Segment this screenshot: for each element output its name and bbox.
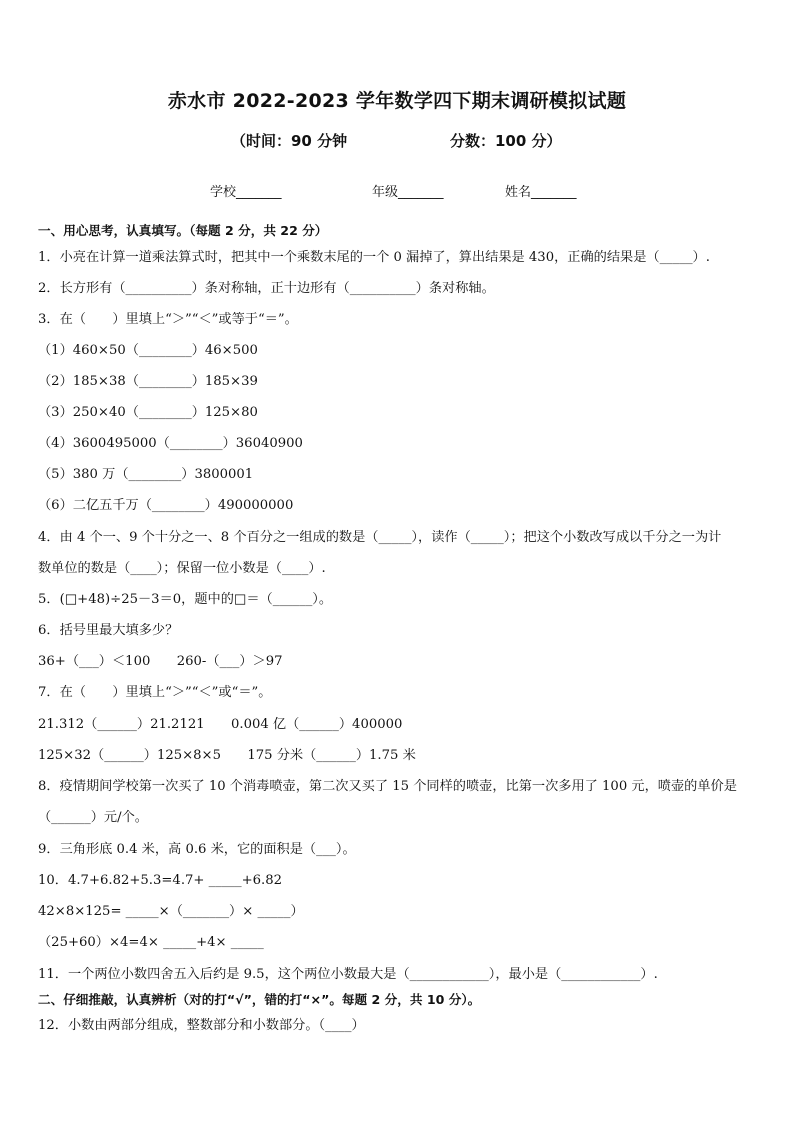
question-3-item: （6）二亿五千万（________）490000000 [38, 498, 294, 513]
question-7-line-2: 125×32（______）125×8×5 175 分米（______）1.75 米 [38, 748, 416, 763]
question-2: 2．长方形有（__________）条对称轴，正十边形有（__________）条对称轴。 [38, 281, 495, 296]
question-10-line-3: （25+60）×4=4× _____+4× _____ [38, 935, 264, 950]
question-8-line-1: 8．疫情期间学校第一次买了 10 个消毒喷壶，第二次又买了 15 个同样的喷壶，比第一次多用了 100 元，喷壶的单价是 [38, 779, 737, 794]
question-3-item: （4）3600495000（________）36040900 [38, 436, 303, 451]
question-7-line-1: 21.312（______）21.2121 0.004 亿（______）400000 [38, 717, 403, 732]
question-3-item: （5）380 万（________）3800001 [38, 467, 254, 482]
question-3: 3．在（ ）里填上“＞”“＜”或等于“＝”。 [38, 312, 298, 327]
section-1-heading: 一、用心思考，认真填写。（每题 2 分，共 22 分） [38, 223, 328, 238]
question-12: 12．小数由两部分组成，整数部分和小数部分。（____） [38, 1018, 365, 1033]
question-3-item: （1）460×50（________）46×500 [38, 343, 258, 358]
grade-field: 年级_______ [372, 185, 444, 200]
question-8-line-2: （______）元/个。 [38, 810, 148, 825]
question-9: 9．三角形底 0.4 米，高 0.6 米，它的面积是（___）。 [38, 842, 356, 857]
question-7: 7．在（ ）里填上“＞”“＜”或“＝”。 [38, 685, 272, 700]
question-3-item: （3）250×40（________）125×80 [38, 405, 258, 420]
exam-score: 分数：100 分） [450, 132, 562, 150]
question-6: 6．括号里最大填多少？ [38, 623, 179, 638]
question-1: 1．小亮在计算一道乘法算式时，把其中一个乘数末尾的一个 0 漏掉了，算出结果是 430，正确的结果是（_____）. [38, 250, 710, 265]
question-5: 5．(□+48)÷25－3＝0，题中的□＝（______）。 [38, 592, 333, 607]
section-2-heading: 二、仔细推敲，认真辨析（对的打“√”，错的打“×”。每题 2 分，共 10 分）。 [38, 992, 481, 1007]
question-6-line: 36+（___）＜100 260-（___）＞97 [38, 654, 283, 669]
question-3-item: （2）185×38（________）185×39 [38, 374, 258, 389]
question-10: 10．4.7+6.82+5.3=4.7+ _____+6.82 [38, 873, 283, 888]
page-title: 赤水市 2022-2023 学年数学四下期末调研模拟试题 [167, 90, 627, 112]
question-4-line-2: 数单位的数是（____）；保留一位小数是（____）. [38, 561, 326, 576]
question-11: 11．一个两位小数四舍五入后约是 9.5，这个两位小数最大是（____________），最小是（____________）. [38, 967, 658, 982]
question-4-line-1: 4．由 4 个一、9 个十分之一、8 个百分之一组成的数是（_____），读作（_____）；把这个小数改写成以千分之一为计 [38, 530, 722, 545]
school-field: 学校_______ [210, 185, 282, 200]
exam-time: （时间：90 分钟 [231, 132, 348, 150]
name-field: 姓名_______ [505, 185, 577, 200]
question-10-line-2: 42×8×125= _____×（_______）× _____） [38, 904, 304, 919]
